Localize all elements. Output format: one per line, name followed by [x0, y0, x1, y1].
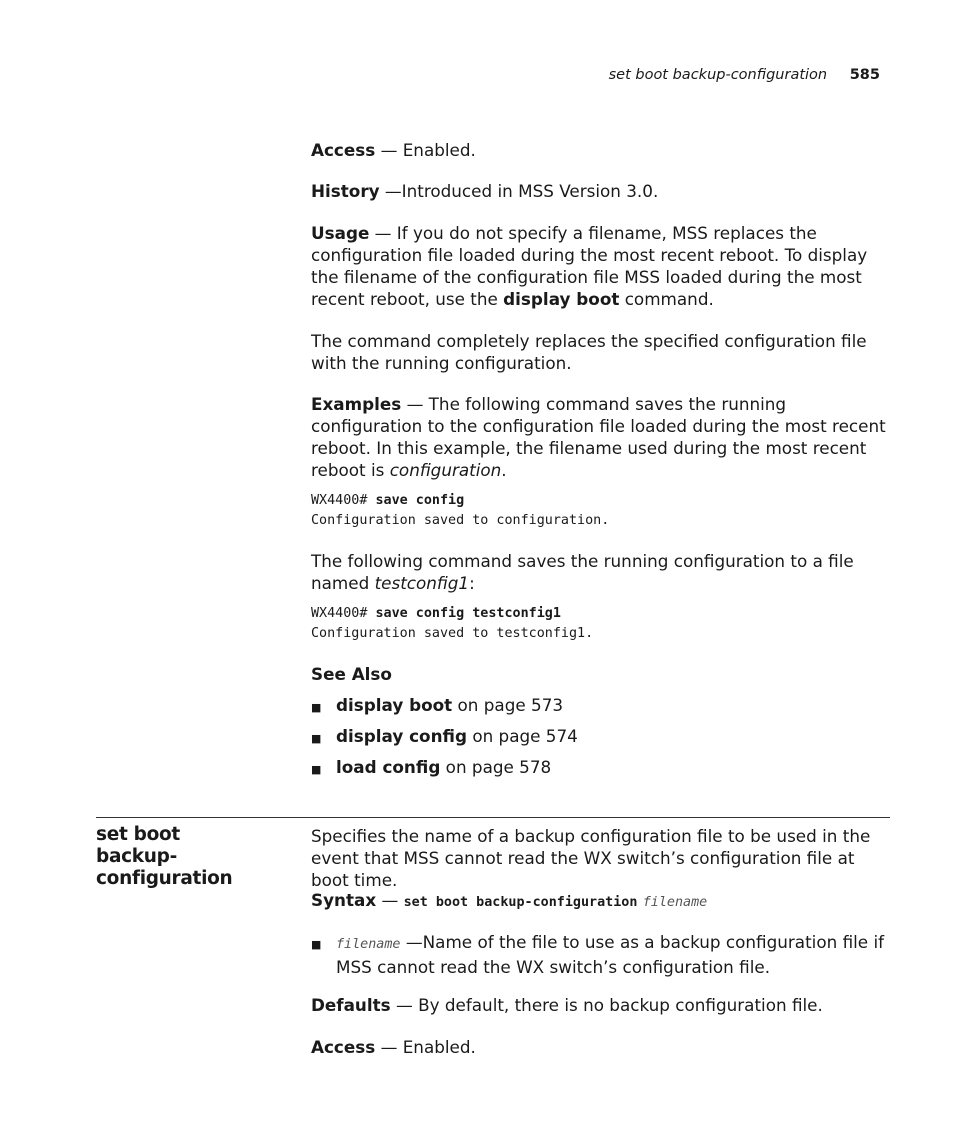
access-text: — Enabled.	[375, 140, 476, 160]
usage-para	[311, 222, 891, 310]
code1-prompt: WX4400#	[311, 493, 376, 508]
section-description	[311, 825, 891, 891]
see-also-ref: on page 578	[440, 757, 552, 777]
section-heading-line2: backup-configuration	[96, 846, 233, 889]
param-name: filename	[336, 937, 401, 952]
syntax-para	[311, 889, 891, 914]
page-number: 585	[849, 67, 880, 83]
see-also-list	[311, 694, 891, 794]
param-text: —Name of the file to use as a backup configuration file if MSS cannot read the WX switch’s configuration file.	[336, 932, 885, 977]
param-list	[311, 931, 891, 977]
usage-label: Usage	[311, 223, 370, 243]
syntax-label: Syntax	[311, 890, 377, 910]
code1-output: Configuration saved to configuration.	[311, 513, 610, 528]
history-para	[311, 180, 891, 202]
see-also-cmd: display config	[336, 726, 467, 746]
history-label: History	[311, 181, 380, 201]
history-text: —Introduced in MSS Version 3.0.	[379, 181, 659, 201]
access-text-2: — Enabled.	[375, 1037, 476, 1057]
see-also-cmd: load config	[336, 757, 441, 777]
syntax-dash: —	[376, 890, 404, 910]
code2-command: save config testconfig1	[375, 606, 561, 621]
usage-text-end: command.	[619, 289, 714, 309]
running-title: set boot backup-configuration	[608, 67, 828, 83]
section-description-text: Specifies the name of a backup configuration file to be used in the event that MSS cannot read the WX switch’s configuration file at boot time.	[311, 826, 871, 890]
code2-output: Configuration saved to testconfig1.	[311, 626, 594, 641]
see-also-ref: on page 573	[452, 695, 564, 715]
code-block-1	[311, 491, 891, 531]
examples-file: configuration	[389, 460, 502, 480]
section-heading-line1: set boot	[96, 824, 180, 845]
examples-end: .	[501, 460, 507, 480]
defaults-label: Defaults	[311, 995, 391, 1015]
access-para	[311, 139, 891, 161]
see-also-item[interactable]	[311, 725, 891, 747]
page-header	[609, 67, 880, 83]
section-heading	[96, 824, 306, 890]
bullet-icon: ■	[311, 763, 322, 776]
defaults-para	[311, 994, 891, 1016]
code-block-2	[311, 604, 891, 644]
usage-para-2-text: The command completely replaces the specified configuration file with the running configuration.	[311, 331, 867, 373]
see-also-item[interactable]	[311, 756, 891, 778]
following-end: :	[469, 573, 475, 593]
see-also-item[interactable]	[311, 694, 891, 716]
code1-command: save config	[375, 493, 465, 508]
code2-prompt: WX4400#	[311, 606, 376, 621]
see-also-heading	[311, 663, 891, 685]
following-para	[311, 550, 891, 594]
section-divider	[96, 817, 890, 818]
bullet-icon: ■	[311, 938, 322, 951]
examples-label: Examples	[311, 394, 402, 414]
examples-text: — The following command saves the running configuration to the configuration file loaded during the most recent reboot. In this example, the filename used during the most recent reboot is	[311, 394, 886, 480]
following-text: The following command saves the running configuration to a file named	[311, 551, 854, 593]
see-also-ref: on page 574	[466, 726, 578, 746]
param-item	[311, 931, 891, 978]
see-also-title: See Also	[311, 664, 392, 684]
syntax-command: set boot backup-configuration	[403, 895, 638, 910]
access-label-2: Access	[311, 1037, 376, 1057]
access-label: Access	[311, 140, 376, 160]
bullet-icon: ■	[311, 701, 322, 714]
following-file: testconfig1	[374, 573, 470, 593]
usage-para-2	[311, 330, 891, 374]
examples-para	[311, 393, 891, 481]
see-also-cmd: display boot	[336, 695, 453, 715]
usage-command: display boot	[503, 289, 620, 309]
bullet-icon: ■	[311, 732, 322, 745]
defaults-text: — By default, there is no backup configuration file.	[390, 995, 823, 1015]
access-para-2	[311, 1036, 891, 1058]
usage-text: — If you do not specify a filename, MSS replaces the configuration file loaded during the most recent reboot. To display the filename of the configuration file MSS loaded during the most recent reboot, use the	[311, 223, 868, 309]
syntax-argument: filename	[642, 895, 708, 910]
